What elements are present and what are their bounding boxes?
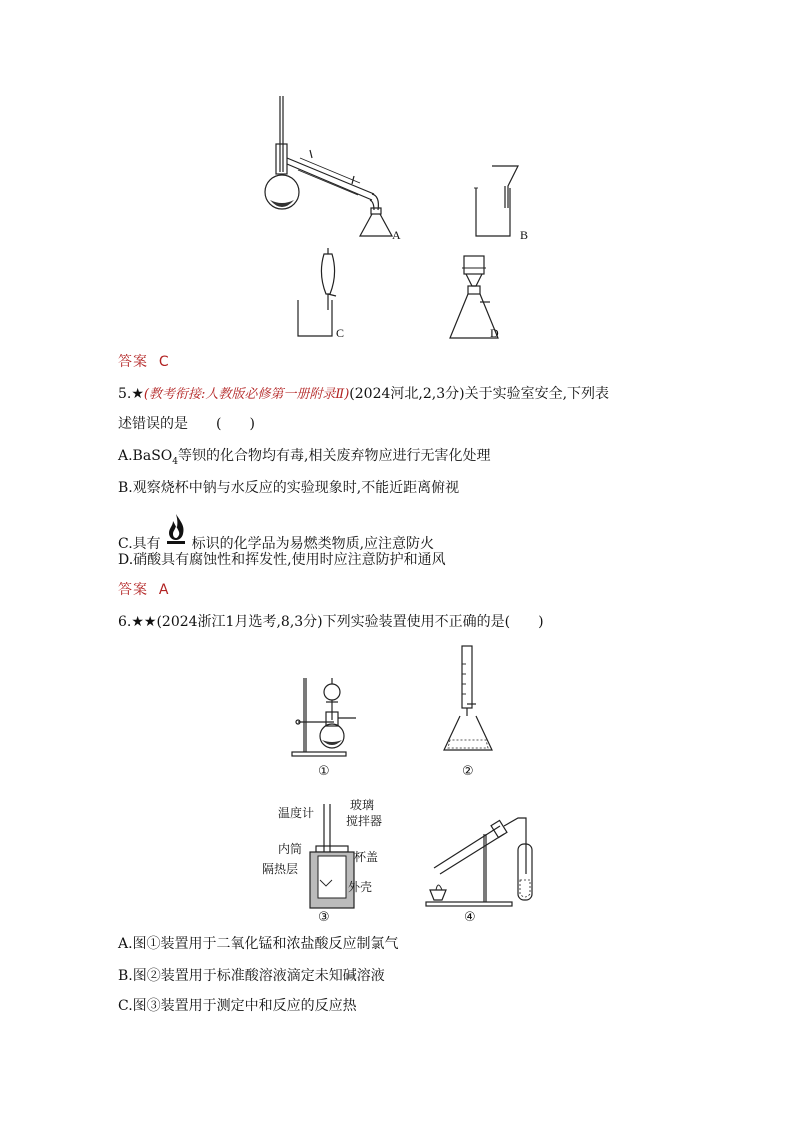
- q5-stem-line-1: [118, 384, 609, 405]
- q5-answer: [118, 580, 169, 600]
- answer-label: 答案: [118, 582, 148, 598]
- figure-2-number: ②: [462, 764, 474, 779]
- label-a: A: [392, 228, 401, 242]
- q5-option-a: A.BaSO$_4$等钡的化合物均有毒,相关废弃物应进行无害化处理: [118, 448, 491, 467]
- figure-4-number: ④: [464, 910, 476, 925]
- question-stem: 下列实验装置使用不正确的是( ): [322, 614, 544, 630]
- figure-2-titration: [448, 644, 528, 762]
- label-d: D: [490, 326, 499, 340]
- question-number: 5.: [118, 386, 132, 402]
- question-stem: 述错误的是 ( ): [118, 416, 255, 432]
- question-number: 6.: [118, 614, 132, 630]
- figure-1-apparatus: [284, 674, 374, 760]
- q6-option-c: C.图③装置用于测定中和反应的反应热: [118, 998, 357, 1014]
- curriculum-tag: (教考衔接:人教版必修第一册附录Ⅱ): [143, 387, 350, 402]
- q4-answer: [118, 352, 170, 372]
- q6-option-a: A.图①装置用于二氧化锰和浓盐酸反应制氯气: [118, 936, 399, 952]
- thermometer-label: 温度计: [278, 806, 315, 820]
- q6-option-b: B.图②装置用于标准酸溶液滴定未知碱溶液: [118, 968, 385, 984]
- apparatus-a-distillation: [260, 92, 400, 242]
- stirrer-label-line-1: 玻璃: [350, 798, 375, 812]
- q5-option-d: D.硝酸具有腐蚀性和挥发性,使用时应注意防护和通风: [118, 552, 446, 568]
- question-source: (2024浙江1月选考,8,3分): [156, 614, 323, 630]
- question-source: (2024河北,2,3分): [349, 386, 465, 402]
- label-b: B: [520, 228, 529, 242]
- answer-value: C: [158, 354, 170, 370]
- stirrer-label-line-2: 搅拌器: [346, 814, 383, 828]
- insulation-label: 隔热层: [262, 862, 299, 876]
- q5-option-c: C.具有 标识的化学品为易燃类物质,应注意防火: [118, 522, 434, 554]
- inner-cylinder-label: 内筒: [278, 842, 303, 856]
- q6-stem: [118, 612, 544, 632]
- shell-label: 外壳: [348, 880, 373, 894]
- figure-3-number: ③: [318, 910, 330, 925]
- question-stem: 关于实验室安全,下列表: [464, 386, 610, 402]
- lid-label: 杯盖: [354, 850, 379, 864]
- label-c: C: [336, 326, 345, 340]
- subscript: 4: [172, 456, 178, 467]
- q5-stem-line-2: [118, 414, 255, 434]
- difficulty-stars: ★★: [131, 614, 157, 630]
- figure-1-number: ①: [318, 764, 330, 779]
- q5-option-b: B.观察烧杯中钠与水反应的实验现象时,不能近距离俯视: [118, 480, 460, 496]
- difficulty-stars: ★: [131, 386, 144, 402]
- answer-value: A: [158, 582, 170, 598]
- figure-4-heating: [414, 814, 544, 910]
- answer-label: 答案: [118, 354, 148, 370]
- apparatus-c-separatory-funnel: [296, 244, 356, 340]
